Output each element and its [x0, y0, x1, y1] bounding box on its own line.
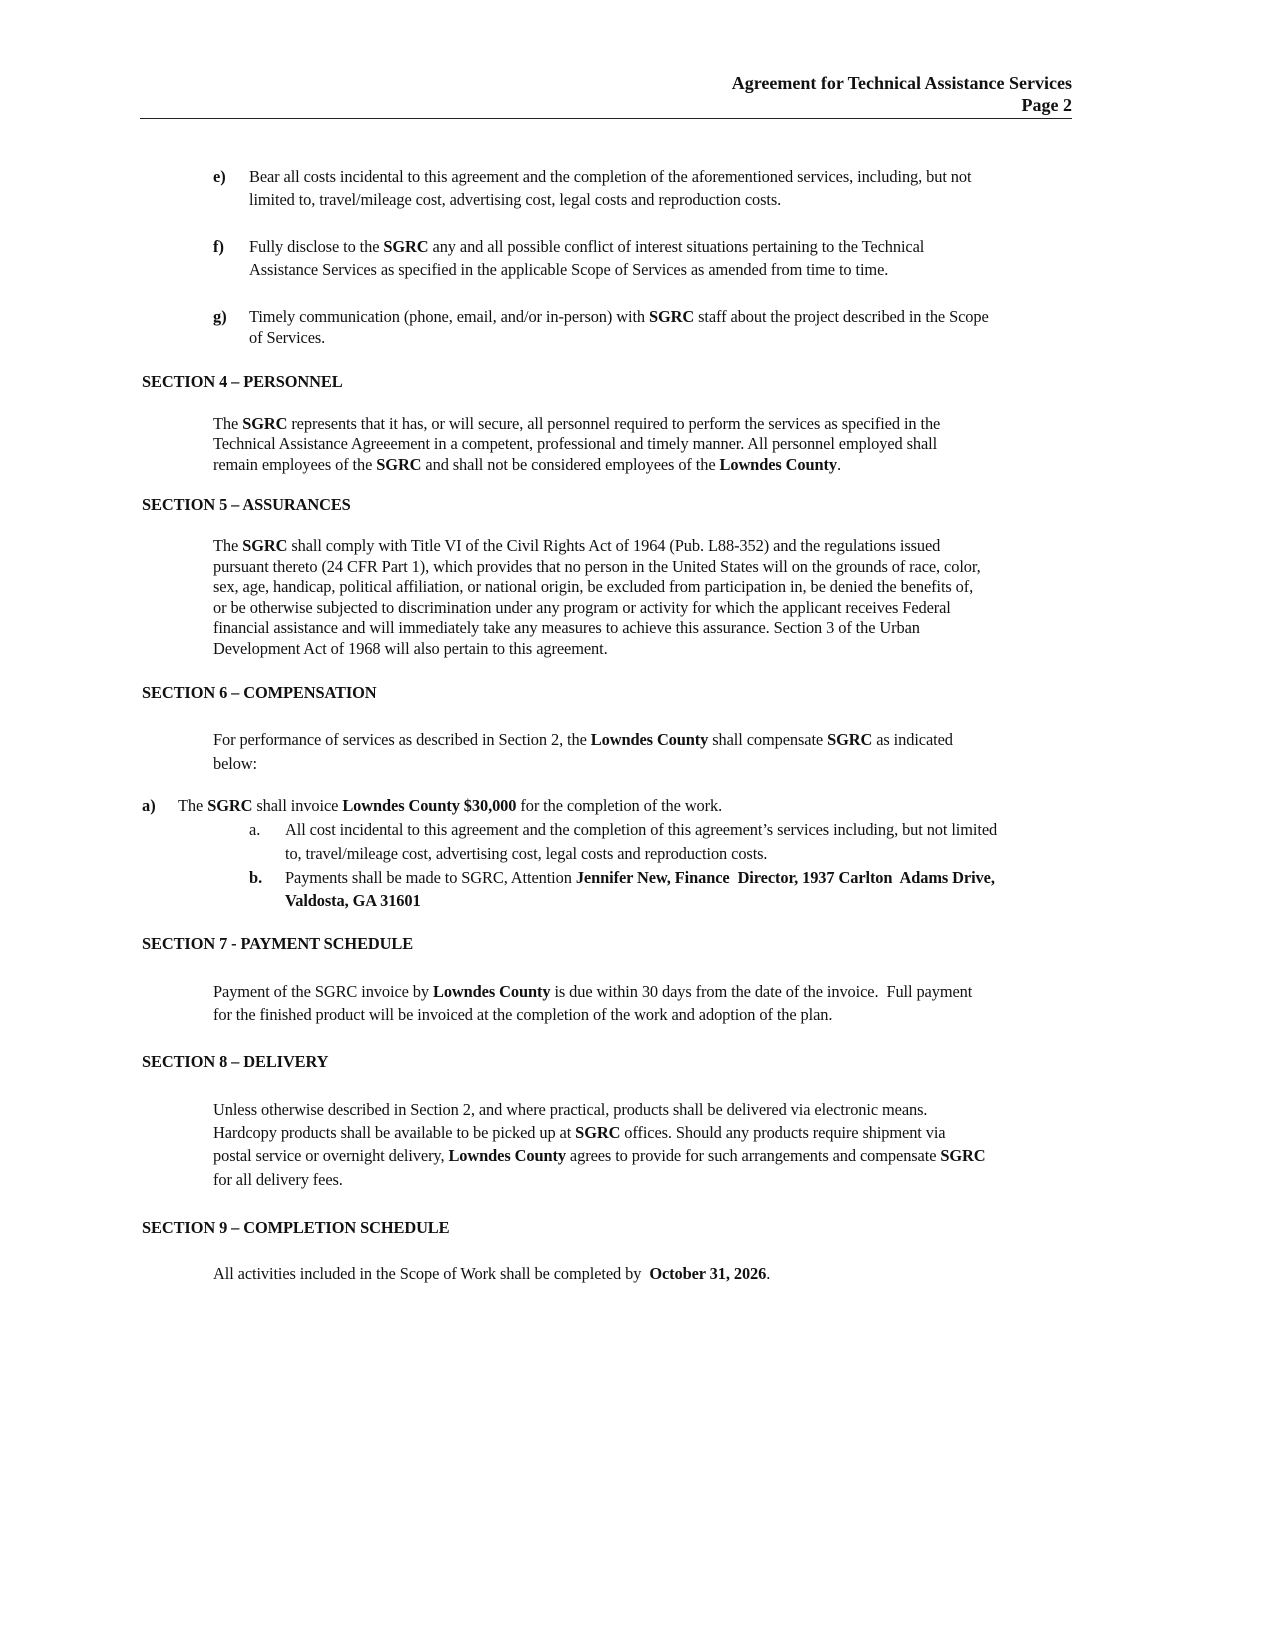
bold-text-run: SGRC [207, 796, 253, 815]
bold-text-run: SGRC [940, 1146, 986, 1165]
text-run: limited to, travel/mileage cost, advertising cost, legal costs and reproduction costs. [249, 190, 782, 209]
bold-text-run: Lowndes County [590, 730, 709, 749]
text-run: . [836, 455, 841, 474]
section-heading: SECTION 9 – COMPLETION SCHEDULE [142, 1218, 450, 1237]
section-heading: SECTION 6 – COMPENSATION [142, 683, 377, 702]
text-run: Assistance Services as specified in the applicable Scope of Services as amended from time to time. [249, 260, 889, 279]
text-run: any and all possible conflict of interest situations pertaining to the Technical [428, 237, 925, 256]
text-run: for the finished product will be invoiced at the completion of the work and adoption of the plan. [213, 1005, 833, 1024]
text-run: for all delivery fees. [213, 1170, 343, 1189]
text-run: offices. Should any products require shipment via [620, 1123, 946, 1142]
text-run: Bear all costs incidental to this agreement and the completion of the aforementioned services, including, but not [249, 167, 972, 186]
text-line [249, 237, 924, 257]
text-run: The [213, 536, 243, 555]
text-line [213, 434, 937, 454]
section-heading: SECTION 5 – ASSURANCES [142, 495, 351, 514]
list-item-label: f) [213, 237, 224, 256]
text-line [249, 328, 325, 348]
text-run: represents that it has, or will secure, all personnel required to perform the services as specified in the [287, 414, 941, 433]
bold-text-run: Lowndes County $30,000 [342, 796, 517, 815]
text-run: to, travel/mileage cost, advertising cost, legal costs and reproduction costs. [285, 844, 768, 863]
text-line [213, 754, 257, 774]
text-run: Unless otherwise described in Section 2, and where practical, products shall be delivered via electronic means. [213, 1100, 928, 1119]
list-item-label: e) [213, 167, 226, 186]
text-line [213, 577, 973, 597]
text-run: postal service or overnight delivery, [213, 1146, 449, 1165]
text-run: For performance of services as described in Section 2, the [213, 730, 591, 749]
text-line [213, 536, 940, 556]
text-run: of Services. [249, 328, 326, 347]
text-line [285, 891, 421, 911]
text-line [285, 820, 997, 840]
bold-text-run: SGRC [575, 1123, 621, 1142]
bold-text-run: Jennifer New, Finance Director, 1937 Carlton Adams Drive, [575, 868, 995, 887]
text-run: remain employees of the [213, 455, 377, 474]
text-run: The [213, 414, 243, 433]
text-run: Payments shall be made to SGRC, Attention [285, 868, 576, 887]
text-run: financial assistance and will immediately take any measures to achieve this assurance. Section 3 of the Urban [213, 618, 920, 637]
bold-text-run: SGRC [242, 414, 288, 433]
text-line [213, 730, 953, 750]
text-line [249, 190, 781, 210]
section-heading: SECTION 4 – PERSONNEL [142, 372, 343, 391]
text-line [213, 598, 951, 618]
text-line [213, 982, 972, 1002]
text-run: All cost incidental to this agreement and the completion of this agreement’s services including, but not limited [285, 820, 998, 839]
text-run: shall comply with Title VI of the Civil Rights Act of 1964 (Pub. L88-352) and the regulations issued [287, 536, 941, 555]
text-run: Timely communication (phone, email, and/or in-person) with [249, 307, 650, 326]
list-item-label: a. [249, 820, 261, 839]
text-run: below: [213, 754, 258, 773]
text-run: All activities included in the Scope of Work shall be completed by [213, 1264, 650, 1283]
bold-text-run: Lowndes County [719, 455, 837, 474]
list-item-label: b. [249, 868, 263, 887]
bold-text-run: Valdosta, GA 31601 [285, 891, 421, 910]
text-run: Development Act of 1968 will also pertain to this agreement. [213, 639, 608, 658]
bold-text-run: October 31, 2026 [649, 1264, 767, 1283]
text-run: shall invoice [252, 796, 343, 815]
text-run: . [766, 1264, 771, 1283]
page-number: Page 2 [1021, 95, 1072, 115]
text-line [213, 1146, 986, 1166]
text-line [213, 1170, 343, 1190]
text-run: or be otherwise subjected to discrimination under any program or activity for which the applicant receives Federal [213, 598, 951, 617]
text-run: pursuant thereto (24 CFR Part 1), which provides that no person in the United States will on the grounds of race, color, [213, 557, 981, 576]
text-line [213, 455, 841, 475]
bold-text-run: Lowndes County [432, 982, 551, 1001]
list-item-label: g) [213, 307, 227, 326]
text-line [285, 844, 767, 864]
list-item-label: a) [142, 796, 156, 815]
text-run: as indicated [872, 730, 953, 749]
text-run: Fully disclose to the [249, 237, 384, 256]
text-run: The [178, 796, 208, 815]
text-line [285, 868, 995, 888]
text-run: for the completion of the work. [516, 796, 723, 815]
text-line [213, 1005, 832, 1025]
text-line [249, 167, 971, 187]
text-line [213, 639, 608, 659]
text-run: Payment of the SGRC invoice by [213, 982, 433, 1001]
bold-text-run: SGRC [649, 307, 695, 326]
text-run: agrees to provide for such arrangements and compensate [565, 1146, 941, 1165]
text-line [249, 307, 989, 327]
bold-text-run: SGRC [827, 730, 873, 749]
text-line [213, 1264, 770, 1284]
bold-text-run: SGRC [376, 455, 422, 474]
text-run: sex, age, handicap, political affiliation, or national origin, be excluded from participation in, be denied the benefits of, [213, 577, 974, 596]
text-line [213, 1123, 946, 1143]
text-line [213, 414, 940, 434]
document-title: Agreement for Technical Assistance Services [731, 73, 1072, 93]
bold-text-run: Lowndes County [448, 1146, 566, 1165]
header-rule [140, 118, 1072, 119]
section-heading: SECTION 7 - PAYMENT SCHEDULE [142, 934, 414, 953]
text-line [213, 557, 981, 577]
text-run: staff about the project described in the Scope [694, 307, 989, 326]
text-run: is due within 30 days from the date of the invoice. Full payment [550, 982, 973, 1001]
section-heading: SECTION 8 – DELIVERY [142, 1052, 329, 1071]
text-run: Technical Assistance Agreeement in a competent, professional and timely manner. All personnel employed shall [213, 434, 938, 453]
bold-text-run: SGRC [383, 237, 429, 256]
text-line [249, 260, 888, 280]
text-run: shall compensate [708, 730, 828, 749]
bold-text-run: SGRC [242, 536, 288, 555]
text-line [213, 1100, 927, 1120]
text-run: and shall not be considered employees of the [421, 455, 720, 474]
text-run: Hardcopy products shall be available to be picked up at [213, 1123, 576, 1142]
text-line [213, 618, 920, 638]
text-line [178, 796, 722, 816]
